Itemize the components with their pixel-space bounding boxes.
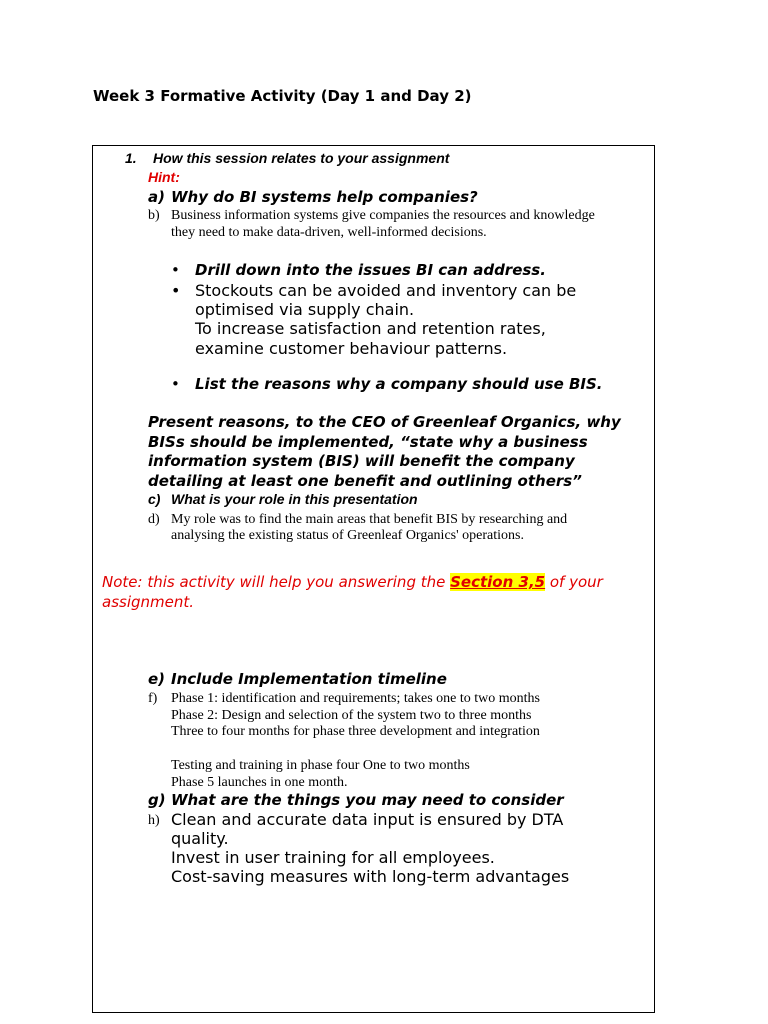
consider-line: quality. [171,829,229,848]
item-g-text: What are the things you may need to consider [171,791,564,809]
present-line2: BISs should be implemented, “state why a business [148,433,588,451]
item-c-marker: c) [148,491,161,507]
phase-line: Testing and training in phase four One to two months [171,758,470,773]
page-title: Week 3 Formative Activity (Day 1 and Day 2) [93,87,472,105]
bullet-icon: • [171,281,181,300]
bullet-stockouts-line2: optimised via supply chain. [195,300,415,319]
item-b-line1: Business information systems give companies the resources and knowledge [171,208,595,223]
bullet-icon: • [171,375,180,393]
item-d-marker: d) [148,512,160,527]
question-heading: How this session relates to your assignment [153,150,450,166]
question-number: 1. [125,150,137,166]
note-line1 [102,573,603,591]
consider-line: Cost-saving measures with long-term advantages [171,867,570,886]
bullet-stockouts-line1: Stockouts can be avoided and inventory can be [195,281,577,300]
item-h-marker: h) [148,813,160,828]
bullet-stockouts-line3: To increase satisfaction and retention rates, [195,319,546,338]
item-a-marker: a) [148,188,165,206]
consider-line: Invest in user training for all employees. [171,848,495,867]
item-e-text: Include Implementation timeline [171,670,447,688]
phase-line: Phase 2: Design and selection of the system two to three months [171,708,532,723]
phase-line: Phase 5 launches in one month. [171,775,348,790]
bullet-icon: • [171,261,180,279]
bullet-stockouts-line4: examine customer behaviour patterns. [195,339,508,358]
item-f-marker: f) [148,691,158,706]
note-prefix: Note: this activity will help you answering the [102,573,451,591]
note-line2: assignment. [102,593,195,611]
section-reference: Section 3,5 [450,573,546,591]
phase-line: Phase 1: identification and requirements; takes one to two months [171,691,540,706]
bullet-drill-down: Drill down into the issues BI can address. [195,261,546,279]
bullet-list-reasons: List the reasons why a company should use BIS. [195,375,603,393]
item-b-line2: they need to make data-driven, well-informed decisions. [171,225,487,240]
note-suffix: of your [545,573,603,591]
phase-line: Three to four months for phase three development and integration [171,724,540,739]
item-a-text: Why do BI systems help companies? [171,188,478,206]
item-c-text: What is your role in this presentation [171,491,418,507]
hint-label: Hint: [148,169,180,185]
item-g-marker: g) [148,791,166,809]
item-e-marker: e) [148,670,166,688]
item-d-line2: analysing the existing status of Greenleaf Organics' operations. [171,528,524,543]
present-line1: Present reasons, to the CEO of Greenleaf Organics, why [148,413,621,431]
consider-line: Clean and accurate data input is ensured by DTA [171,810,564,829]
item-b-marker: b) [148,208,160,223]
present-line4: detailing at least one benefit and outlining others” [148,472,582,490]
present-line3: information system (BIS) will benefit the company [148,452,575,470]
item-d-line1: My role was to find the main areas that benefit BIS by researching and [171,512,568,527]
